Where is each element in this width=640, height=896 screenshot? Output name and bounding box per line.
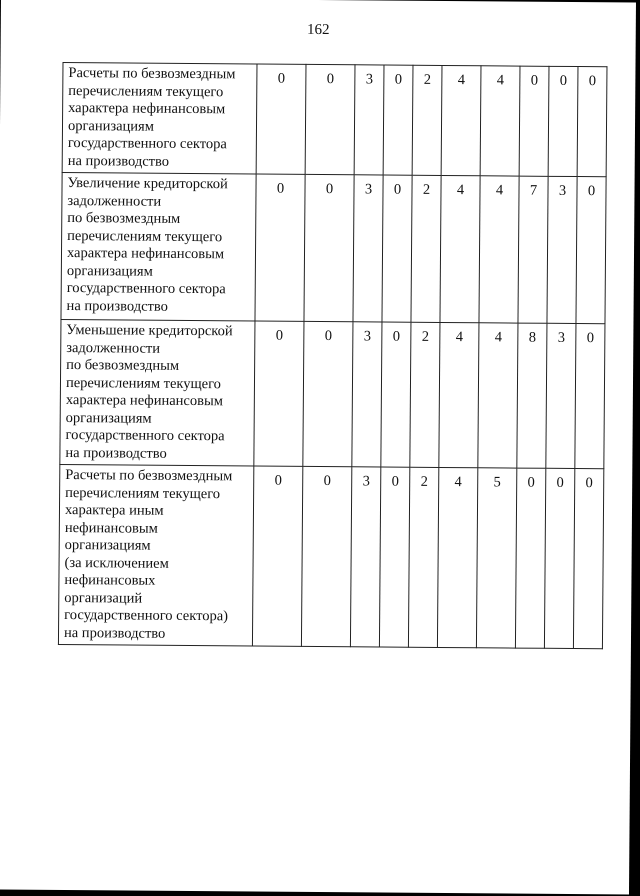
code-digit-cell: 0 xyxy=(254,321,304,466)
code-digit-cell: 4 xyxy=(479,176,519,323)
code-digit-cell: 0 xyxy=(576,177,606,324)
code-digit-cell: 3 xyxy=(350,467,380,647)
code-digit-cell: 4 xyxy=(478,323,518,468)
code-digit-cell: 0 xyxy=(577,67,607,177)
code-digit-cell: 0 xyxy=(379,467,409,647)
code-digit-cell: 4 xyxy=(437,467,477,647)
code-digit-cell: 5 xyxy=(476,468,516,648)
budget-code-table xyxy=(58,62,608,649)
code-digit-cell: 4 xyxy=(441,65,481,175)
table-row xyxy=(58,464,603,648)
code-digit-cell: 0 xyxy=(252,466,302,646)
table-row xyxy=(61,172,606,323)
code-digit-cell: 2 xyxy=(411,175,441,322)
row-label: Уменьшение кредиторской задолженности по безвозмездным перечислениям текущего характера нефинансовым организациям государственного сектора на производство xyxy=(60,319,255,466)
code-digit-cell: 0 xyxy=(383,65,413,175)
table-row xyxy=(60,319,605,468)
code-digit-cell: 4 xyxy=(480,66,520,176)
code-digit-cell: 8 xyxy=(517,323,547,468)
code-digit-cell: 0 xyxy=(301,466,351,646)
code-digit-cell: 4 xyxy=(439,322,479,467)
row-label: Расчеты по безвозмездным перечислениям текущего характера иным нефинансовым организациям (за исключением нефинансовых организаций государственного сектора) на производство xyxy=(58,464,253,646)
code-digit-cell: 0 xyxy=(515,468,545,648)
code-digit-cell: 4 xyxy=(440,175,480,322)
code-digit-cell: 2 xyxy=(412,65,442,175)
code-digit-cell: 0 xyxy=(303,321,353,466)
code-digit-cell: 0 xyxy=(544,468,574,648)
code-digit-cell: 0 xyxy=(381,322,411,467)
code-digit-cell: 0 xyxy=(573,469,603,649)
code-digit-cell: 0 xyxy=(382,175,412,322)
page-number: 162 xyxy=(306,21,330,39)
table-body xyxy=(58,62,607,648)
code-digit-cell: 0 xyxy=(255,174,305,321)
code-digit-cell: 0 xyxy=(575,324,605,469)
code-digit-cell: 3 xyxy=(547,176,577,323)
row-label: Расчеты по безвозмездным перечислениям текущего характера нефинансовым организациям государственного сектора на производство xyxy=(62,62,257,174)
code-digit-cell: 3 xyxy=(546,323,576,468)
row-label: Увеличение кредиторской задолженности по безвозмездным перечислениям текущего характера нефинансовым организациям государственного сектора на производство xyxy=(61,172,256,321)
code-digit-cell: 2 xyxy=(410,322,440,467)
code-digit-cell: 3 xyxy=(353,175,383,322)
code-digit-cell: 0 xyxy=(256,64,306,174)
code-digit-cell: 7 xyxy=(518,176,548,323)
code-digit-cell: 0 xyxy=(519,66,549,176)
code-digit-cell: 3 xyxy=(354,65,384,175)
code-digit-cell: 0 xyxy=(305,64,355,174)
table-row xyxy=(62,62,607,176)
code-digit-cell: 3 xyxy=(352,322,382,467)
code-digit-cell: 2 xyxy=(408,467,438,647)
code-digit-cell: 0 xyxy=(548,66,578,176)
code-digit-cell: 0 xyxy=(304,174,354,321)
